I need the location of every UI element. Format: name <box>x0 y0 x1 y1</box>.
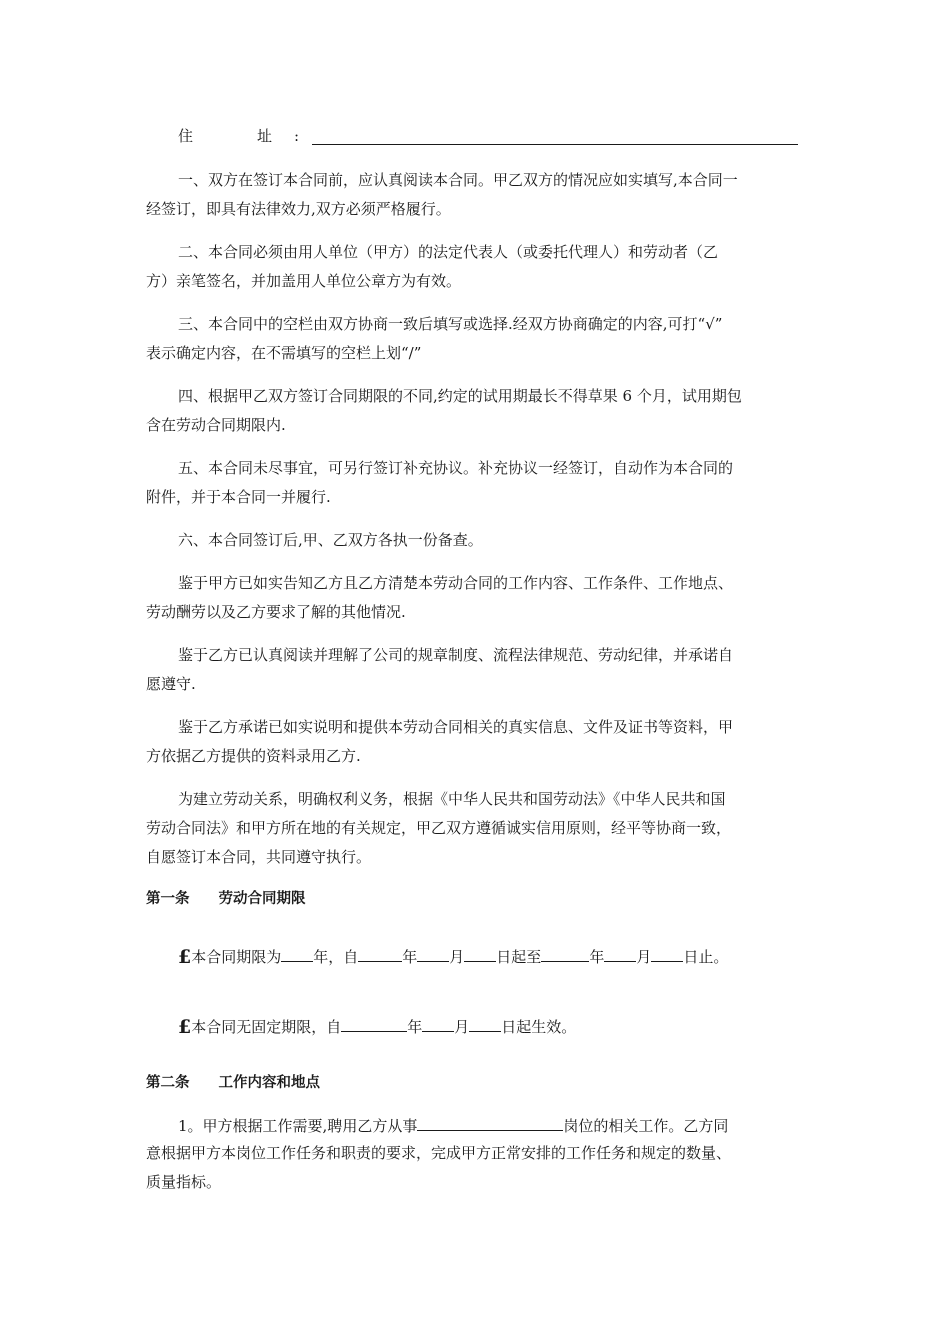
preamble-1-line-2: 劳动酬劳以及乙方要求了解的其他情况. <box>146 603 406 621</box>
note-4-line-2: 含在劳动合同期限内. <box>146 416 286 434</box>
clause-1-text-2: 岗位的相关工作。乙方同 <box>563 1117 729 1135</box>
end-day-field[interactable] <box>651 945 683 962</box>
note-6-line-1: 六、本合同签订后,甲、乙双方各执一份备查。 <box>178 531 483 549</box>
preamble-4-line-1: 为建立劳动关系，明确权利义务，根据《中华人民共和国劳动法》《中华人民共和国 <box>178 790 726 808</box>
term-text-8: 日止。 <box>683 948 729 966</box>
open-text-4: 日起生效。 <box>501 1018 577 1036</box>
open-text-2: 年 <box>407 1018 423 1036</box>
note-3-line-2: 表示确定内容，在不需填写的空栏上划“/” <box>146 344 422 362</box>
article-2-clause-1-line-1 <box>178 1114 728 1136</box>
open-start-month-field[interactable] <box>422 1015 454 1032</box>
term-option-open <box>178 1015 576 1037</box>
term-text-6: 年 <box>589 948 605 966</box>
term-text-7: 月 <box>636 948 652 966</box>
article-1-heading: 第一条 劳动合同期限 <box>146 891 306 907</box>
note-2-line-2: 方）亲笔签名，并加盖用人单位公章方为有效。 <box>146 272 462 290</box>
term-text-2: 年，自 <box>313 948 359 966</box>
address-colon: : <box>294 127 300 145</box>
address-underline[interactable] <box>312 144 798 145</box>
clause-1-text-1: 1。甲方根据工作需要,聘用乙方从事 <box>178 1117 418 1135</box>
note-1-line-2: 经签订，即具有法律效力,双方必须严格履行。 <box>146 200 451 218</box>
preamble-2-line-2: 愿遵守. <box>146 675 196 693</box>
term-text-4: 月 <box>449 948 465 966</box>
note-2-line-1: 二、本合同必须由用人单位（甲方）的法定代表人（或委托代理人）和劳动者（乙 <box>178 243 719 261</box>
address-row <box>178 126 299 146</box>
term-text-3: 年 <box>402 948 418 966</box>
term-option-fixed <box>178 945 728 967</box>
preamble-2-line-1: 鉴于乙方已认真阅读并理解了公司的规章制度、流程法律规范、劳动纪律，并承诺自 <box>178 646 734 664</box>
preamble-4-line-2: 劳动合同法》和甲方所在地的有关规定，甲乙双方遵循诚实信用原则，经平等协商一致， <box>146 819 732 837</box>
open-text-1: 本合同无固定期限，自 <box>191 1018 342 1036</box>
end-month-field[interactable] <box>604 945 636 962</box>
term-text-1: 本合同期限为 <box>191 948 282 966</box>
open-start-year-field[interactable] <box>341 1015 407 1032</box>
start-day-field[interactable] <box>464 945 496 962</box>
open-text-3: 月 <box>454 1018 470 1036</box>
open-start-day-field[interactable] <box>469 1015 501 1032</box>
article-2-clause-1-line-3: 质量指标。 <box>146 1173 222 1191</box>
start-month-field[interactable] <box>417 945 449 962</box>
term-years-field[interactable] <box>281 945 313 962</box>
term-text-5: 日起至 <box>496 948 542 966</box>
start-year-field[interactable] <box>358 945 402 962</box>
preamble-1-line-1: 鉴于甲方已如实告知乙方且乙方清楚本劳动合同的工作内容、工作条件、工作地点、 <box>178 574 734 592</box>
checkbox-fixed-term[interactable]: £ <box>178 946 192 968</box>
note-1-line-1: 一、双方在签订本合同前，应认真阅读本合同。甲乙双方的情况应如实填写,本合同一 <box>178 171 738 189</box>
note-5-line-2: 附件，并于本合同一并履行. <box>146 488 331 506</box>
preamble-3-line-2: 方依据乙方提供的资料录用乙方. <box>146 747 361 765</box>
note-4-line-1: 四、根据甲乙双方签订合同期限的不同,约定的试用期最长不得草果 6 个月，试用期包 <box>178 387 742 405</box>
note-5-line-1: 五、本合同未尽事宜，可另行签订补充协议。补充协议一经签订，自动作为本合同的 <box>178 459 734 477</box>
article-2-clause-1-line-2: 意根据甲方本岗位工作任务和职责的要求，完成甲方正常安排的工作任务和规定的数量、 <box>146 1144 732 1162</box>
note-3-line-1: 三、本合同中的空栏由双方协商一致后填写或选择.经双方协商确定的内容,可打“√” <box>178 315 723 333</box>
preamble-4-line-3: 自愿签订本合同，共同遵守执行。 <box>146 848 372 866</box>
address-label-char-1: 住 <box>178 127 194 145</box>
position-field[interactable] <box>417 1114 563 1131</box>
address-label-char-2: 址 <box>257 127 273 145</box>
article-2-heading: 第二条 工作内容和地点 <box>146 1075 320 1091</box>
end-year-field[interactable] <box>541 945 589 962</box>
preamble-3-line-1: 鉴于乙方承诺已如实说明和提供本劳动合同相关的真实信息、文件及证书等资料，甲 <box>178 718 734 736</box>
checkbox-open-term[interactable]: £ <box>178 1016 192 1038</box>
